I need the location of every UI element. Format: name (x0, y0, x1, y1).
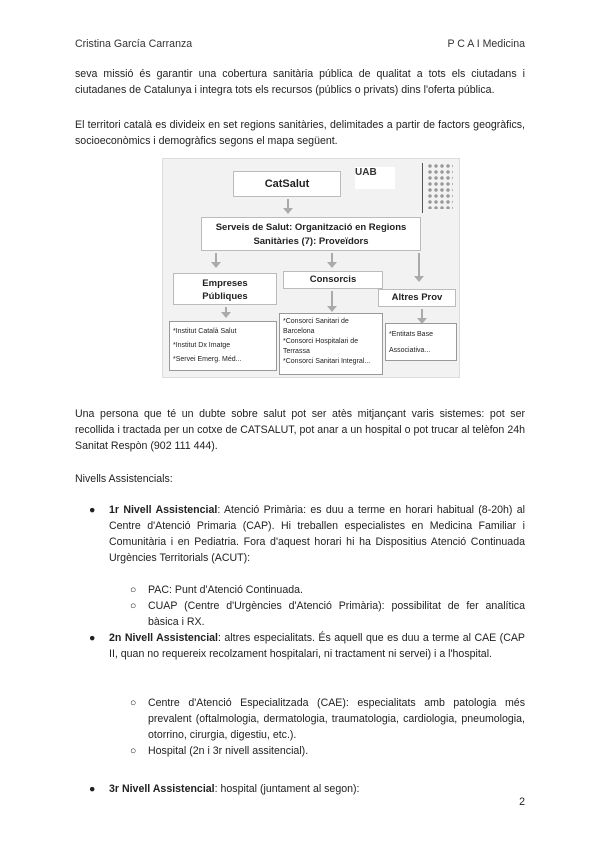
arrow-icon (418, 253, 420, 277)
list-item: *Institut Català Salut (173, 328, 237, 335)
level-title: 1r Nivell Assistencial (109, 504, 218, 516)
list-item-level-2 (89, 630, 525, 662)
diagram-list-empreses (169, 321, 277, 371)
arrow-icon (331, 253, 333, 263)
bullet-icon: ● (89, 783, 96, 795)
paragraph: El territori català es divideix en set regions sanitàries, delimitades a partir de factors geogràfics, socioeconòmics i demogràfics segons el mapa següent. (75, 119, 525, 147)
circle-bullet-icon: ○ (130, 745, 137, 757)
header-author: Cristina García Carranza (75, 38, 193, 50)
circle-bullet-icon: ○ (130, 584, 137, 596)
diagram-list-consorcis (279, 313, 383, 375)
paragraph: seva missió és garantir una cobertura sanitària pública de qualitat a tots els ciutadans i ciutadanes de Catalunya i integra tots els recursos (públics o privats) dins l'oferta pública. (75, 68, 525, 96)
list-item-level-3 (89, 781, 525, 797)
paragraph: Nivells Assistencials: (75, 473, 173, 485)
diagram-altres: Altres Prov (378, 289, 456, 307)
list-item: *Consorci Sanitari de Barcelona (283, 318, 349, 335)
arrow-icon (225, 307, 227, 313)
sub-item (130, 743, 525, 759)
catsalut-diagram (162, 158, 460, 378)
arrow-icon (331, 291, 333, 307)
circle-bullet-icon: ○ (130, 600, 137, 612)
list-item: *Consorci Hospitalari de Terrassa (283, 338, 359, 355)
diagram-list-altres (385, 323, 457, 361)
logo-dots (427, 163, 453, 209)
logo-divider (422, 163, 423, 213)
level-title: 3r Nivell Assistencial (109, 783, 215, 795)
arrow-icon (215, 253, 217, 263)
sub-item (130, 582, 525, 598)
list-item: *Consorci Sanitari Integral... (283, 358, 371, 365)
arrow-icon (421, 309, 423, 319)
list-item: *Institut Dx Imatge (173, 342, 231, 349)
diagram-serveis: Serveis de Salut: Organització en Regions Sanitàries (7): Proveïdors (201, 217, 421, 251)
level-text: : altres especialitats. És aquell que es duu a terme al CAE (CAP II, quan no requereix recolzament hospitalari, ni tractament ni servei) i a l'hospital. (109, 632, 525, 660)
sub-item-text: Hospital (2n i 3r nivell assitencial). (148, 745, 309, 757)
sub-item-text: Centre d'Atenció Especialitzada (CAE): especialitats amb patologia més prevalent (oftalmologia, dermatologia, traumatologia, cardiologia, pneumologia, otorrino, cirurgia, digestiu, etc.). (148, 697, 525, 741)
list-item: *Servei Emerg. Méd... (173, 356, 242, 363)
paragraph: Una persona que té un dubte sobre salut pot ser atès mitjançant varis sistemes: pot ser recollida i tractada per un cotxe de CATSALUT, pot anar a un hospital o pot trucar al telèfon 24h Sanitat Respòn (902 111 444). (75, 408, 525, 452)
sub-item (130, 695, 525, 743)
diagram-empreses: Empreses Públiques (173, 273, 277, 305)
diagram-consorcis: Consorcis (283, 271, 383, 289)
arrow-icon (287, 199, 289, 209)
level-title: 2n Nivell Assistencial (109, 632, 218, 644)
list-item-level-1 (89, 502, 525, 566)
bullet-icon: ● (89, 504, 96, 516)
sub-item-text: CUAP (Centre d'Urgències d'Atenció Primària): possibilitat de fer analítica bàsica i RX. (148, 600, 525, 628)
uab-logo (355, 167, 395, 189)
header-course: P C A I Medicina (447, 38, 525, 50)
diagram-catsalut: CatSalut (233, 171, 341, 197)
level-text: : Atenció Primària: es duu a terme en horari habitual (8-20h) al Centre d'Atenció Primaria (CAP). Hi treballen especialistes en Medicina Familiar i Comunitària i en Pediatria. Fora d'aquest horari hi ha Dispositius Atenció Continuada Urgències Territorials (ACUT): (109, 504, 525, 564)
list-item: *Entitats Base Associativa... (389, 331, 433, 354)
bullet-icon: ● (89, 632, 96, 644)
sub-item-text: PAC: Punt d'Atenció Continuada. (148, 584, 303, 596)
level-text: : hospital (juntament al segon): (214, 783, 360, 795)
circle-bullet-icon: ○ (130, 697, 137, 709)
logo-text: UAB (355, 167, 377, 178)
page-number: 2 (519, 796, 525, 808)
sub-item (130, 598, 525, 630)
